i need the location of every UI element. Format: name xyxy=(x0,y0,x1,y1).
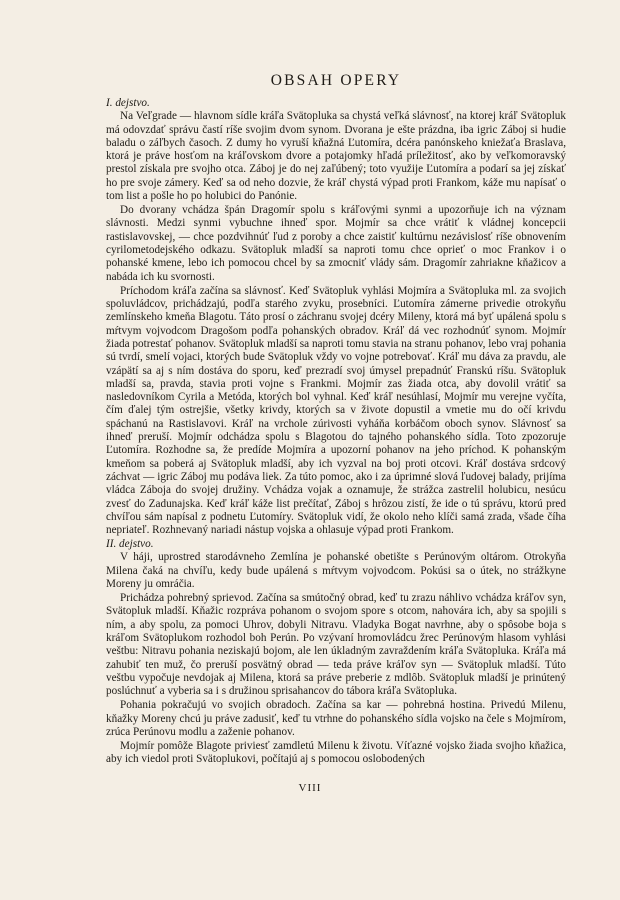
synopsis-text xyxy=(106,72,566,767)
paragraph: Do dvorany vchádza špán Dragomír spolu s kráľovými synmi a upozorňuje ich na význam slávnosti. Medzi synmi vybuchne ihneď spor. Mojmír sa chce vrátiť k vládnej koncepcii rastislavovskej, — chce pozdvihnúť ľud z poroby a chce zaistiť kultúrnu nezávislosť ríše obnovením cyrilometodejského odkazu. Svätopluk mladší sa naproti tomu chce oprieť o moc Frankov i o pohanské kmene, lebo ich pomocou chcel by sa zmocniť vlády sám. Dragomír zahriakne kňažicov a nabáda ich ku svornosti. xyxy=(106,204,566,283)
paragraph: Na Veľgrade — hlavnom sídle kráľa Svätopluka sa chystá veľká slávnosť, na ktorej kráľ Svätopluk má odovzdať správu častí ríše svojim dvom synom. Dvorana je ešte prázdna, iba igric Záboj si hudie baladu o záľbych časoch. Z dumy ho vyruší kňažná Ľutomíra, dcéra panónskeho kniežaťa Braslava, ktorá je práve hosťom na kráľovskom dvore a potajomky hľadá príležitosť, ako by veľkomoravský prestol získala pre svojho otca. Záboj je do nej zaľúbený; toto využije Ľutomíra a podarí sa jej získať ho pre svoje zámery. Keď sa od neho dozvie, že kráľ chystá výpad proti Frankom, káže mu napísať o tom list a pošle ho po holubici do Panónie. xyxy=(106,110,566,203)
act-heading: II. dejstvo. xyxy=(106,538,154,551)
paragraph: V háji, uprostred starodávneho Zemlína je pohanské obetište s Perúnovým oltárom. Otrokyňa Milena čaká na chvíľu, kedy bude upálená s mŕtvym vojvodcom. Pokúsi sa o útek, no strážkyne Moreny ju omráčia. xyxy=(106,551,566,591)
page-number: VIII xyxy=(298,782,322,794)
paragraph: Pohania pokračujú vo svojich obradoch. Začína sa kar — pohrebná hostina. Privedú Milenu, kňažky Moreny chcú ju práve zadusiť, keď tu vtrhne do pohanského sídla vojsko na čele s Mojmírom, zrúca Perúnovu modlu a zaženie pohanov. xyxy=(106,699,566,738)
act-one-section xyxy=(106,97,566,537)
paragraph: Mojmír pomôže Blagote priviesť zamdletú Milenu k životu. Víťazné vojsko žiada svojho kňažica, aby ich viedol proti Svätoplukovi, počítajú aj s pomocou oslobodených xyxy=(106,740,566,766)
paragraph: Príchodom kráľa začína sa slávnosť. Keď Svätopluk vyhlási Mojmíra a Svätopluka ml. za svojich spoluvládcov, prichádzajú, podľa starého zvyku, prosebníci. Ľutomíra zámerne privedie otrokyňu zemlínskeho kmeňa Blagotu. Táto prosí o záchranu svojej dcéry Mileny, ktorá má byť upálená spolu s mŕtvym vojvodcom Dragošom podľa pohanských obradov. Kráľ dá vec rozhodnúť synom. Mojmír žiada potrestať pohanov. Svätopluk mladší sa naproti tomu stavia na stranu pohanov, lebo vraj pohania sú tvrdí, smelí vojaci, ktorých bude Svätopluk vždy vo vojne potrebovať. Kráľ mu dáva za pravdu, ale vzápätí sa aj s ním dostáva do sporu, keď prezradí svoj úmysel prepadnúť Franskú ríšu. Svätopluk mladší sa, pravda, stavia proti vojne s Frankmi. Mojmír zas žiada otca, aby dovolil vrátiť sa nasledovníkom Cyrila a Metóda, ktorých bol vyhnal. Keď kráľ nesúhlasí, Mojmír mu verejne vyčíta, čím ďalej tým ostrejšie, všetky krivdy, ktorých sa v živote dopustil a vmetie mu do očí krivdu spáchanú na Rastislavovi. Kráľ na vrchole zúrivosti vyháňa korbáčom oboch synov. Slávnosť sa ihneď preruší. Mojmír odchádza spolu s Blagotou do tajného pohanského sídla. Toto zpozoruje Ľutomíra. Rozhodne sa, že predíde Mojmíra a upozorní pohanov na jeho príchod. K pohanským kmeňom sa poberá aj Svätopluk mladší, aby ich vyzval na boj proti otcovi. Kráľ dostáva srdcový záchvat — igric Záboj mu podáva liek. Za túto pomoc, ako i za úprimné slová ľudovej balady, prijíma vládca Záboja do svojej družiny. Vchádza vojak a oznamuje, že strážca zastrelil holubicu, nesúcu zvesť do Zadunajska. Keď kráľ káže list prečítať, Záboj s hrôzou zistí, že ide o tú správu, ktorú pred chvíľou sám napísal z podnetu Ľutomíry. Svätopluk vidí, že okolo neho klíči samá zrada, všade číha nepriateľ. Rozhnevaný nariadi nástup vojska a ohlasuje výpad proti Frankom. xyxy=(106,284,566,537)
act-two-section xyxy=(106,538,566,766)
paragraph: Prichádza pohrebný sprievod. Začína sa smútočný obrad, keď tu zrazu náhlivo vchádza kráľov syn, Svätopluk mladší. Kňažic rozpráva pohanom o svojom spore s otcom, nahovára ich, aby sa spojili s ním, a aby spolu, za pomoci Uhrov, dobyli Nitravu. Vladyka Bogat navrhne, aby o spôsobe boja s kráľom Svätoplukom rozhodol boh Perún. Po vzývaní hromovládcu žrec Perúnovým hlasom vyhlási veštbu: Nitravu pohania neziskajú bojom, ale len úkladným zavraždením kráľa Svätopluka. Kráľa má zahubiť ten muž, čo preruší posvätný obrad — teda práve kráľov syn — Svätopluk mladší. Túto veštbu vypočuje nevdojak aj Milena, ktorá sa práve preberie z mdlôb. Svätopluk mladší je prinútený poslúchnuť a vyberia sa i s družinou sprisahancov do tábora kráľa Svätopluka. xyxy=(106,592,566,698)
act-heading: I. dejstvo. xyxy=(106,97,150,109)
page-title: OBSAH OPERY xyxy=(270,72,402,89)
